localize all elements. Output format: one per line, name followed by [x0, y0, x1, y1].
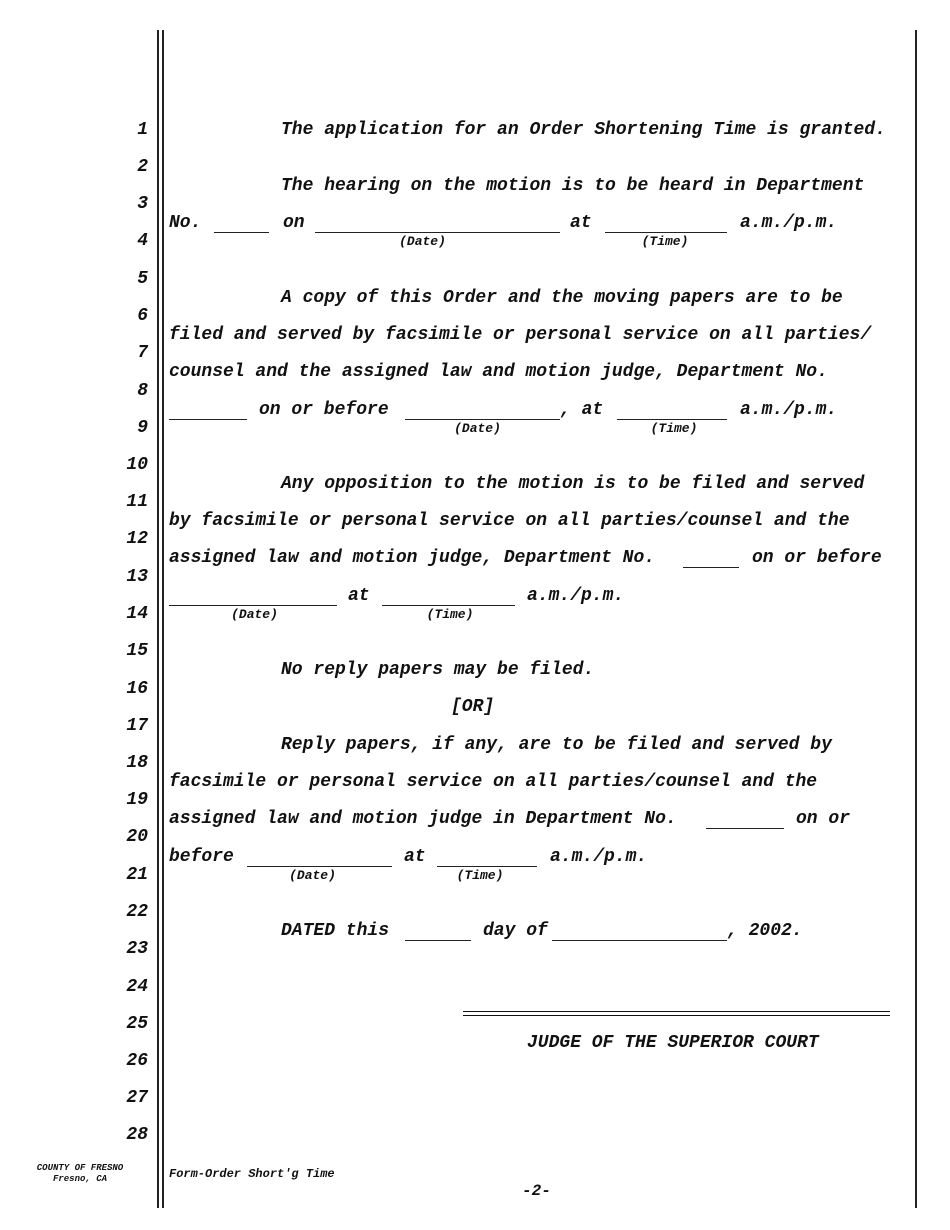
- copy-on-or-before: on or before: [259, 400, 389, 420]
- line-number: 3: [137, 194, 148, 214]
- line-number: 7: [137, 343, 148, 363]
- dated-this-label: DATED this: [281, 921, 390, 941]
- line-number: 17: [126, 716, 148, 736]
- hearing-department-blank: [214, 232, 269, 233]
- county-footer-line1: COUNTY OF FRESNO: [36, 1163, 124, 1173]
- left-margin-rule-outer: [157, 30, 159, 1208]
- line-number: 25: [126, 1014, 148, 1034]
- line-number: 13: [126, 567, 148, 587]
- paragraph-reply-line1: Reply papers, if any, are to be filed and served by: [281, 735, 832, 755]
- line-number: 26: [126, 1051, 148, 1071]
- line-number: 8: [137, 381, 148, 401]
- line-number: 22: [126, 902, 148, 922]
- paragraph-opposition-line3: assigned law and motion judge, Department No.: [169, 548, 656, 568]
- right-margin-rule: [915, 30, 917, 1208]
- opposition-date-caption: (Date): [231, 607, 278, 622]
- dated-year: , 2002.: [727, 921, 803, 941]
- line-number: 5: [137, 269, 148, 289]
- line-number: 14: [126, 604, 148, 624]
- reply-at-label: at: [404, 847, 426, 867]
- hearing-date-blank: [315, 232, 560, 233]
- hearing-time-blank: [605, 232, 727, 233]
- reply-before-label: before: [169, 847, 234, 867]
- line-number: 27: [126, 1088, 148, 1108]
- line-number: 1: [137, 120, 148, 140]
- paragraph-order-granted: The application for an Order Shortening Time is granted.: [281, 120, 886, 140]
- reply-date-blank: [247, 866, 392, 867]
- hearing-date-caption: (Date): [399, 234, 446, 249]
- opposition-department-blank: [683, 567, 739, 568]
- dated-day-blank: [405, 940, 471, 941]
- paragraph-copy-line2: filed and served by facsimile or personal service on all parties/: [169, 325, 872, 345]
- opposition-ampm: a.m./p.m.: [527, 586, 625, 606]
- line-number: 28: [126, 1125, 148, 1145]
- judge-signature-title: JUDGE OF THE SUPERIOR COURT: [527, 1033, 819, 1053]
- hearing-at-label: at: [570, 213, 592, 233]
- opposition-time-caption: (Time): [426, 607, 474, 622]
- paragraph-no-reply: No reply papers may be filed.: [281, 660, 595, 680]
- dated-day-of-label: day of: [483, 921, 548, 941]
- copy-time-caption: (Time): [650, 421, 698, 436]
- copy-department-blank: [169, 419, 247, 420]
- line-number: 19: [126, 790, 148, 810]
- judge-signature-line-top: [463, 1011, 890, 1012]
- county-footer-line2: Fresno, CA: [52, 1174, 107, 1184]
- or-separator: [OR]: [451, 697, 495, 717]
- line-number: 6: [137, 306, 148, 326]
- opposition-on-or-before: on or before: [752, 548, 882, 568]
- line-number: 12: [126, 529, 148, 549]
- line-number: 16: [126, 679, 148, 699]
- opposition-time-blank: [382, 605, 515, 606]
- reply-ampm: a.m./p.m.: [550, 847, 648, 867]
- opposition-at-label: at: [348, 586, 370, 606]
- paragraph-copy-line1: A copy of this Order and the moving papers are to be: [281, 288, 843, 308]
- form-name-footer: Form-Order Short'g Time: [169, 1167, 335, 1181]
- page-number: -2-: [522, 1182, 551, 1200]
- line-number: 4: [137, 231, 148, 251]
- reply-time-blank: [437, 866, 537, 867]
- paragraph-opposition-line2: by facsimile or personal service on all parties/counsel and the: [169, 511, 850, 531]
- line-number: 11: [126, 492, 148, 512]
- hearing-no-label: No.: [169, 213, 202, 233]
- hearing-ampm: a.m./p.m.: [740, 213, 838, 233]
- judge-signature-line-bottom: [463, 1015, 890, 1016]
- line-number: 2: [137, 157, 148, 177]
- dated-month-blank: [552, 940, 727, 941]
- line-number: 23: [126, 939, 148, 959]
- paragraph-reply-line3: assigned law and motion judge in Department No.: [169, 809, 677, 829]
- copy-date-caption: (Date): [454, 421, 501, 436]
- hearing-time-caption: (Time): [641, 234, 689, 249]
- line-number: 24: [126, 977, 148, 997]
- line-number: 9: [137, 418, 148, 438]
- copy-time-blank: [617, 419, 727, 420]
- copy-date-blank: [405, 419, 560, 420]
- reply-date-caption: (Date): [289, 868, 336, 883]
- line-number: 18: [126, 753, 148, 773]
- line-number: 21: [126, 865, 148, 885]
- opposition-date-blank: [169, 605, 337, 606]
- copy-comma-at: , at: [560, 400, 604, 420]
- paragraph-opposition-line1: Any opposition to the motion is to be filed and served: [281, 474, 865, 494]
- line-number: 15: [126, 641, 148, 661]
- reply-time-caption: (Time): [456, 868, 504, 883]
- paragraph-hearing-line1: The hearing on the motion is to be heard in Department: [281, 176, 865, 196]
- line-number: 10: [126, 455, 148, 475]
- left-margin-rule-inner: [162, 30, 164, 1208]
- copy-ampm: a.m./p.m.: [740, 400, 838, 420]
- reply-department-blank: [706, 828, 784, 829]
- reply-on-or: on or: [796, 809, 851, 829]
- paragraph-reply-line2: facsimile or personal service on all parties/counsel and the: [169, 772, 818, 792]
- line-number: 20: [126, 827, 148, 847]
- paragraph-copy-line3: counsel and the assigned law and motion judge, Department No.: [169, 362, 828, 382]
- hearing-on-label: on: [283, 213, 305, 233]
